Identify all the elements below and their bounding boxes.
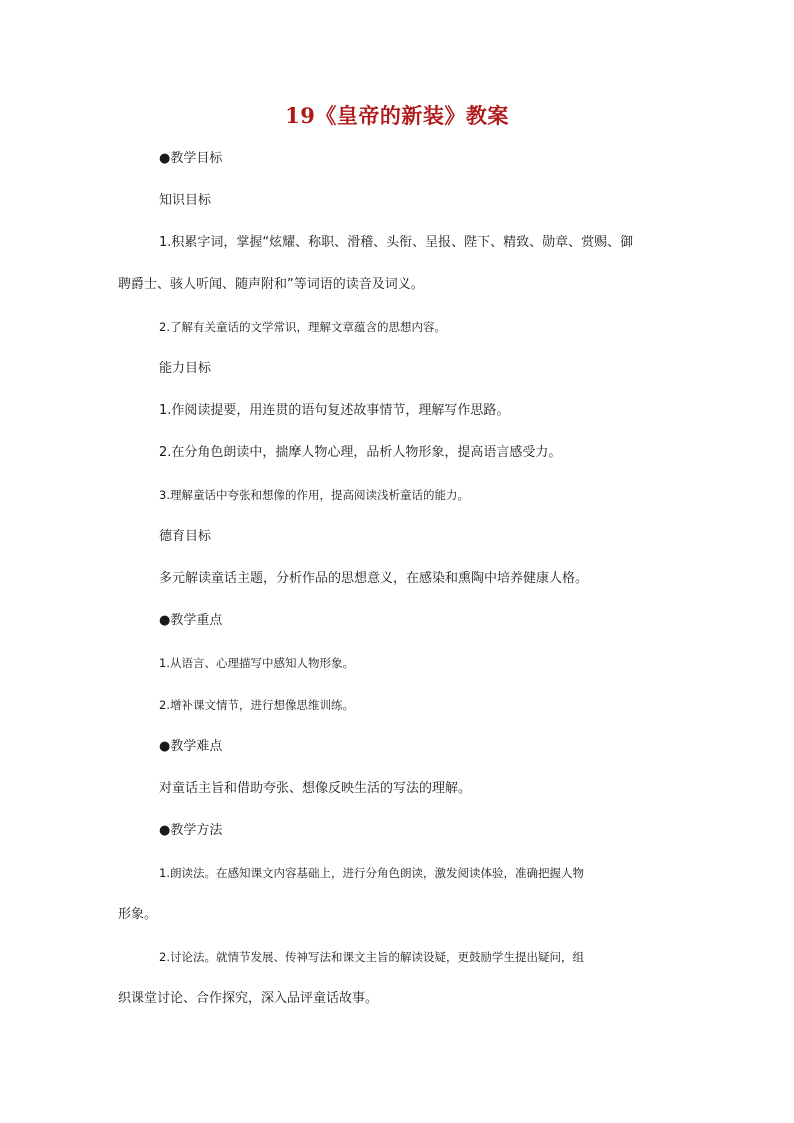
subheading-moral-goals: 德育目标 xyxy=(159,529,212,544)
paragraph-method-1: 1.朗读法。在感知课文内容基础上，进行分角色朗读，激发阅读体验，准确把握人物 xyxy=(159,866,584,880)
paragraph-method-1-cont: 形象。 xyxy=(118,907,158,922)
paragraph-method-2: 2.讨论法。就情节发展、传神写法和课文主旨的解读设疑，更鼓励学生提出疑问，组 xyxy=(159,950,584,964)
paragraph-difficulty: 对童话主旨和借助夸张、想像反映生活的写法的理解。 xyxy=(159,781,472,796)
paragraph-knowledge-1-cont: 聘爵士、骇人听闻、随声附和”等词语的读音及词义。 xyxy=(118,277,424,292)
subheading-ability-goals: 能力目标 xyxy=(159,361,212,376)
paragraph-ability-2: 2.在分角色朗读中，揣摩人物心理，品析人物形象，提高语言感受力。 xyxy=(159,445,562,460)
subheading-knowledge-goals: 知识目标 xyxy=(159,193,212,208)
paragraph-moral: 多元解读童话主题，分析作品的思想意义，在感染和熏陶中培养健康人格。 xyxy=(159,571,589,586)
paragraph-key-point-2: 2.增补课文情节，进行想像思维训练。 xyxy=(159,698,354,712)
section-heading-key-points: ●教学重点 xyxy=(159,613,223,628)
section-heading-methods: ●教学方法 xyxy=(159,823,223,838)
section-heading-difficulties: ●教学难点 xyxy=(159,739,223,754)
section-heading-teaching-goals: ●教学目标 xyxy=(159,151,223,166)
paragraph-knowledge-1: 1.积累字词，掌握“炫耀、称职、滑稽、头衔、呈报、陛下、精致、勋章、赏赐、御 xyxy=(159,235,634,250)
paragraph-method-2-cont: 织课堂讨论、合作探究，深入品评童话故事。 xyxy=(118,991,379,1006)
paragraph-ability-1: 1.作阅读提要，用连贯的语句复述故事情节，理解写作思路。 xyxy=(159,403,510,418)
paragraph-ability-3: 3.理解童话中夸张和想像的作用，提高阅读浅析童话的能力。 xyxy=(159,488,469,502)
paragraph-key-point-1: 1.从语言、心理描写中感知人物形象。 xyxy=(159,656,354,670)
document-title: 19《皇帝的新装》教案 xyxy=(285,103,509,128)
paragraph-knowledge-2: 2.了解有关童话的文学常识，理解文章蕴含的思想内容。 xyxy=(159,320,446,334)
